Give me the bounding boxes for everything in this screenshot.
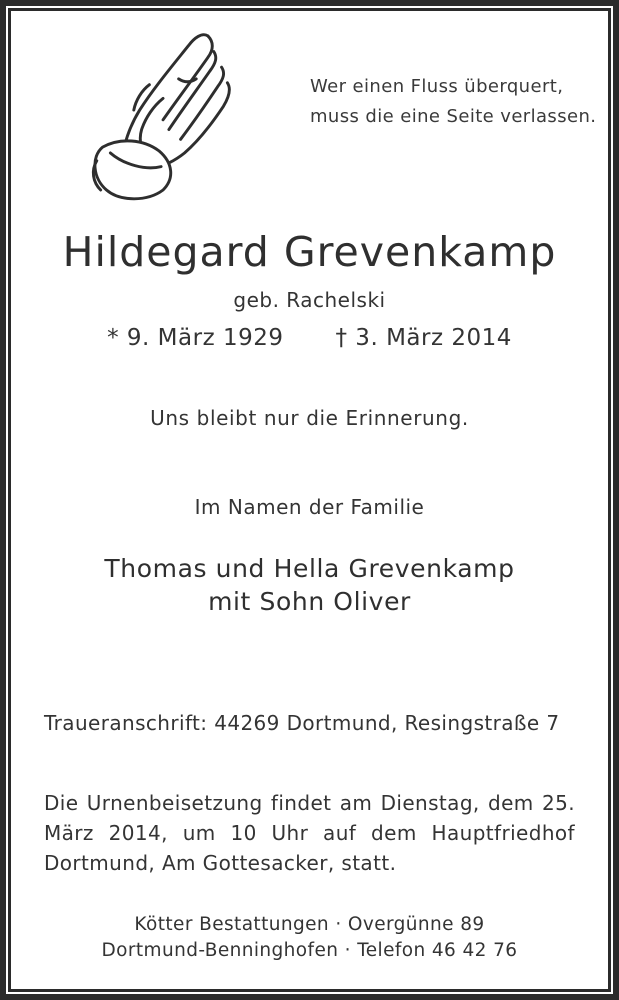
memorial-quote — [310, 72, 596, 132]
family-names-line1: Thomas und Hella Grevenkamp — [104, 554, 515, 583]
funeral-home-block — [0, 912, 619, 964]
family-names — [0, 552, 619, 618]
deceased-name: Hildegard Grevenkamp — [62, 228, 557, 276]
motto-line: Uns bleibt nur die Erinnerung. — [150, 406, 469, 430]
funeral-home-line2: Dortmund-Benninghofen · Telefon 46 42 76 — [101, 940, 518, 961]
maiden-name: geb. Rachelski — [233, 288, 386, 312]
death-date: † 3. März 2014 — [335, 325, 512, 351]
life-dates — [0, 325, 619, 351]
praying-hands-icon — [48, 20, 243, 205]
birth-date: * 9. März 1929 — [107, 325, 284, 351]
memorial-quote-line1: Wer einen Fluss überquert, — [310, 76, 564, 97]
family-names-line2: mit Sohn Oliver — [208, 587, 411, 616]
funeral-info-paragraph: Die Urnenbeisetzung findet am Dienstag, dem 25. März 2014, um 10 Uhr auf dem Hauptfriedhof Dortmund, Am Gottesacker, statt. — [44, 791, 575, 875]
funeral-home-line1: Kötter Bestattungen · Overgünne 89 — [134, 914, 485, 935]
family-intro: Im Namen der Familie — [194, 495, 425, 519]
mourning-address: Traueranschrift: 44269 Dortmund, Resingstraße 7 — [44, 711, 560, 735]
memorial-quote-line2: muss die eine Seite verlassen. — [310, 106, 597, 127]
